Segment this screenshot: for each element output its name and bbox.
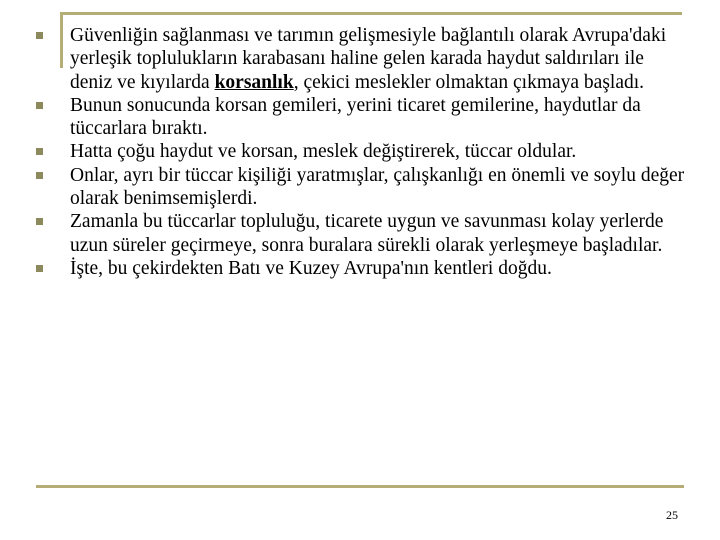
bullet-text-4: Onlar, ayrı bir tüccar kişiliği yaratmışlar, çalışkanlığı en önemli ve soylu değer olarak benimsemişlerdi. [70,164,685,210]
square-bullet-icon [36,218,43,225]
square-bullet-icon [36,148,43,155]
square-bullet-icon [36,172,43,179]
square-bullet-icon [36,32,43,39]
bullet-item-1 [36,24,686,94]
bullet-text-5: Zamanla bu tüccarlar topluluğu, ticarete uygun ve savunması kolay yerlerde uzun süreler geçirmeye, sonra buralara sürekli olarak yerleşmeye başladılar. [70,211,664,256]
page-number: 25 [666,508,678,522]
bullet-item-6 [36,257,686,280]
bullet-text-3: Hatta çoğu haydut ve korsan, meslek değiştirerek, tüccar oldular. [70,141,577,163]
bullet-text-1-end: , çekici meslekler olmaktan çıkmaya başladı. [293,71,645,93]
bullet-item-2 [36,94,686,141]
bullet-item-3 [36,140,686,163]
bullet-list [36,24,686,280]
bullet-text-1-start: Güvenliğin sağlanması ve tarımın gelişmesiyle bağlantılı olarak Avrupa'daki yerleşik toplulukların karabasanı haline gelen karada haydut saldırıları ile deniz ve kıyılarda [70,25,667,93]
bullet-item-4 [36,164,686,211]
top-decorative-rule [60,12,682,15]
bullet-item-5 [36,210,686,257]
bullet-text-6: İşte, bu çekirdekten Batı ve Kuzey Avrupa'nın kentleri doğdu. [70,257,552,279]
square-bullet-icon [36,265,43,272]
bottom-decorative-rule [36,485,684,488]
bullet-text-2: Bunun sonucunda korsan gemileri, yerini ticaret gemilerine, haydutlar da tüccarlara bıraktı. [70,94,641,140]
highlighted-term: korsanlık [214,71,294,93]
square-bullet-icon [36,102,43,109]
